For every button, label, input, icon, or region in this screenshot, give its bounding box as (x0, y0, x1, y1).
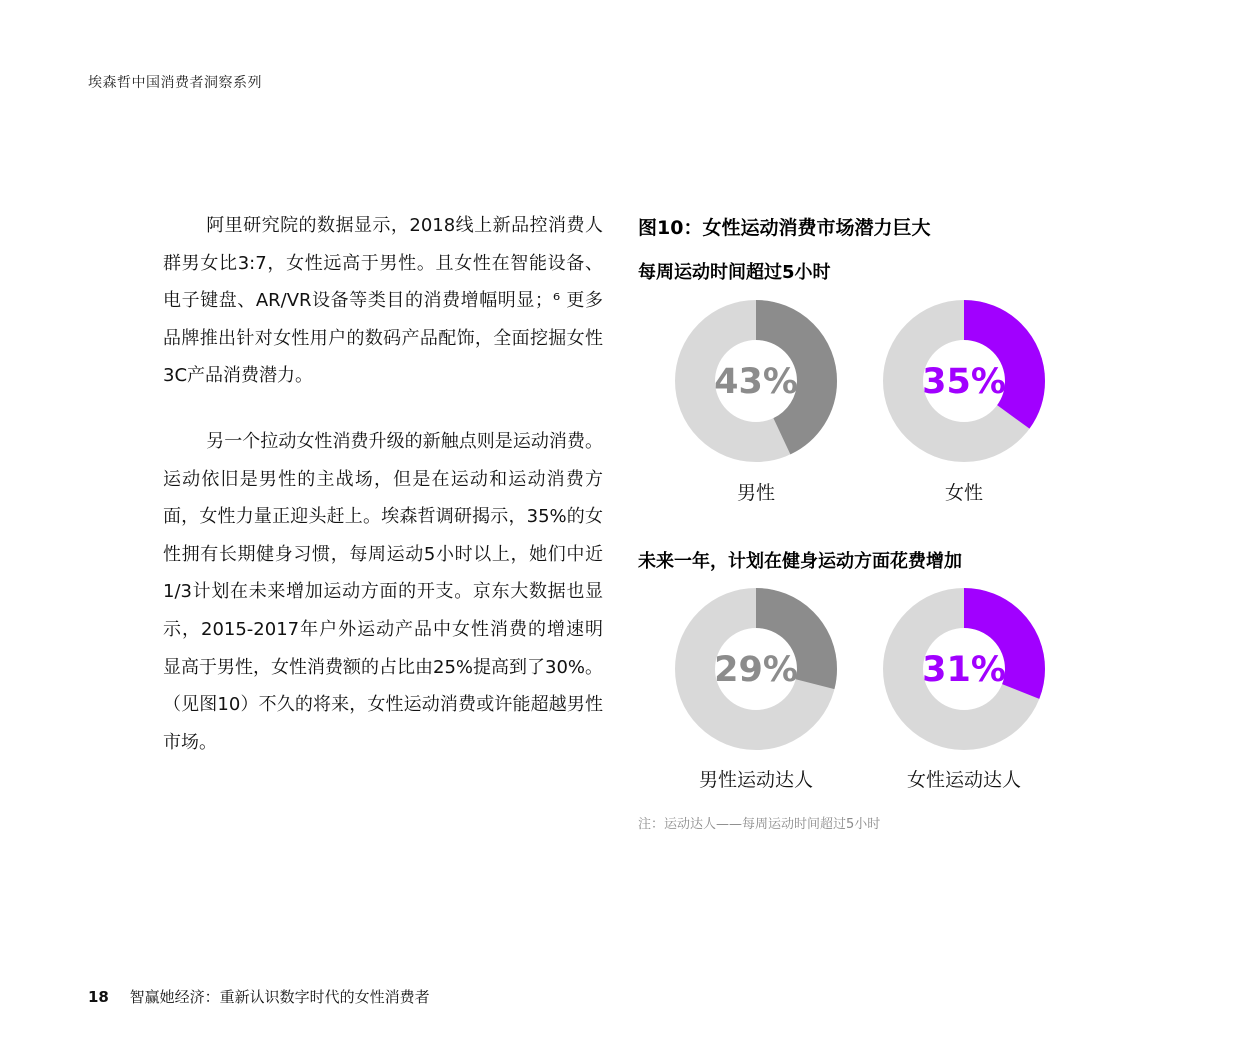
donut-chart-male-enthusiast (674, 587, 838, 751)
donut-value-female-enthusiast: 31% (922, 650, 1006, 690)
donut-label-male-enthusiast: 男性运动达人 (698, 769, 813, 791)
section-title-spending-plan: 未来一年，计划在健身运动方面花费增加 (638, 551, 962, 572)
header-series-title: 埃森哲中国消费者洞察系列 (88, 75, 262, 91)
body-paragraph-1: 阿里研究院的数据显示，2018线上新品控消费人群男女比3:7，女性远高于男性。且女性在智能设备、电子键盘、AR/VR设备等类目的消费增幅明显；⁶ 更多品牌推出针对女性用户的数码产品配饰，全面挖掘女性3C产品消费潜力。 (163, 215, 603, 387)
donut-label-female: 女性 (944, 482, 983, 504)
figure-note: 注：运动达人——每周运动时间超过5小时 (638, 817, 881, 832)
figure-title: 图10：女性运动消费市场潜力巨大 (638, 217, 931, 239)
donut-label-male: 男性 (736, 482, 775, 504)
page-number: 18 (88, 988, 109, 1006)
donut-value-female-weekly: 35% (922, 362, 1006, 402)
section-title-weekly-exercise: 每周运动时间超过5小时 (638, 262, 831, 283)
page-footer (88, 986, 430, 1007)
donut-chart-female-weekly (882, 299, 1046, 463)
body-paragraph-2: 另一个拉动女性消费升级的新触点则是运动消费。运动依旧是男性的主战场，但是在运动和运动消费方面，女性力量正迎头赶上。埃森哲调研揭示，35%的女性拥有长期健身习惯，每周运动5小时以上，她们中近1/3计划在未来增加运动方面的开支。京东大数据也显示，2015-2017年户外运动产品中女性消费的增速明显高于男性，女性消费额的占比由25%提高到了30%。（见图10）不久的将来，女性运动消费或许能超越男性市场。 (163, 431, 604, 753)
donut-chart-male-weekly (674, 299, 838, 463)
donut-value-male-weekly: 43% (714, 362, 798, 402)
footer-title: 智赢她经济：重新认识数字时代的女性消费者 (129, 988, 430, 1006)
donut-label-female-enthusiast: 女性运动达人 (906, 769, 1021, 791)
donut-chart-female-enthusiast (882, 587, 1046, 751)
donut-value-male-enthusiast: 29% (714, 650, 798, 690)
